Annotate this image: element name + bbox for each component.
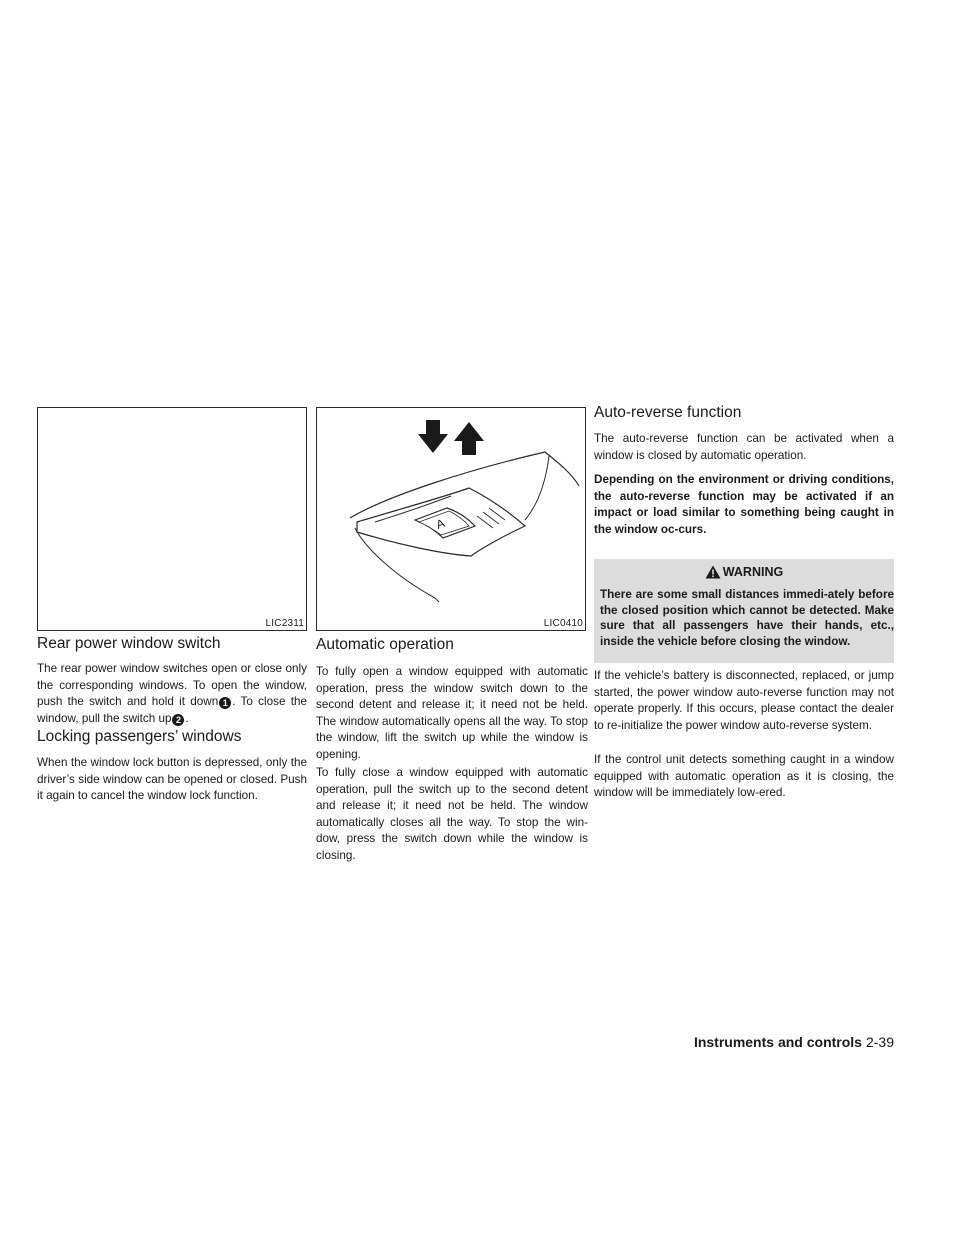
- callout-1: 1: [219, 697, 231, 709]
- auto-reverse-paragraph-1: The auto-reverse function can be activated when a window is closed by automatic operation.: [594, 432, 894, 462]
- svg-text:A: A: [434, 515, 447, 532]
- auto-window-switch-icon: [317, 408, 587, 632]
- automatic-operation-heading: Automatic operation: [316, 636, 454, 653]
- rear-para-c: .: [185, 711, 189, 725]
- automatic-operation-paragraph-2: To fully close a window equipped with automatic operation, pull the switch up to the second detent and release it; it need not be held. The window automatically closes all the way. To stop the win-dow, press the switch down while the window is closing.: [316, 766, 588, 862]
- auto-reverse-heading: Auto-reverse function: [594, 404, 742, 421]
- warning-triangle-icon: [705, 565, 721, 579]
- arrow-up-icon: [454, 422, 484, 455]
- locking-paragraph: When the window lock button is depressed, only the driver’s side window can be opened or closed. Push it again to cancel the window lock function.: [37, 756, 307, 803]
- warning-title: [594, 565, 894, 579]
- warning-box: [594, 559, 894, 663]
- rear-switch-figure: [37, 407, 307, 631]
- locking-heading: Locking passengers’ windows: [37, 728, 242, 745]
- page-footer: [694, 1034, 894, 1050]
- figure-label: LIC0410: [543, 618, 583, 629]
- warning-text: There are some small distances immedi-ately before the closed position which cannot be detected. Make sure that all passengers have their hands, etc., inside the vehicle before closing the window.: [600, 588, 894, 648]
- auto-switch-figure: [316, 407, 586, 631]
- footer-section-title: Instruments and controls: [693, 1034, 862, 1050]
- automatic-operation-paragraph-1: To fully open a window equipped with automatic operation, press the window switch down to the second detent and release it; it need not be held. The window automatically opens all the way. To stop the window, lift the switch up while the window is opening.: [316, 665, 588, 761]
- auto-reverse-paragraph-3: If the vehicle’s battery is disconnected, replaced, or jump started, the power window auto-reverse function may not operate properly. If this occurs, please contact the dealer to re-initialize the power window auto-reverse system.: [594, 669, 894, 732]
- warning-title-text: WARNING: [722, 565, 784, 579]
- rear-para-a: The rear power window switches open or close only the corresponding windows. To open the window, push the switch and hold it down: [37, 662, 307, 709]
- arrow-down-icon: [418, 420, 448, 453]
- rear-switch-heading: Rear power window switch: [37, 635, 221, 652]
- auto-reverse-paragraph-2: Depending on the environment or driving conditions, the auto-reverse function may be activated if an impact or load similar to something being caught in the window oc-curs.: [594, 473, 894, 536]
- page-number: 2-39: [865, 1034, 894, 1050]
- figure-label: LIC2311: [265, 618, 304, 629]
- callout-2: 2: [172, 714, 184, 726]
- rear-switch-paragraph: [37, 661, 307, 727]
- auto-reverse-paragraph-4: If the control unit detects something caught in a window equipped with automatic operation as it is closing, the window will be immediately low-ered.: [594, 753, 894, 800]
- rear-para-b: . To close the window, pull the switch up: [37, 695, 307, 725]
